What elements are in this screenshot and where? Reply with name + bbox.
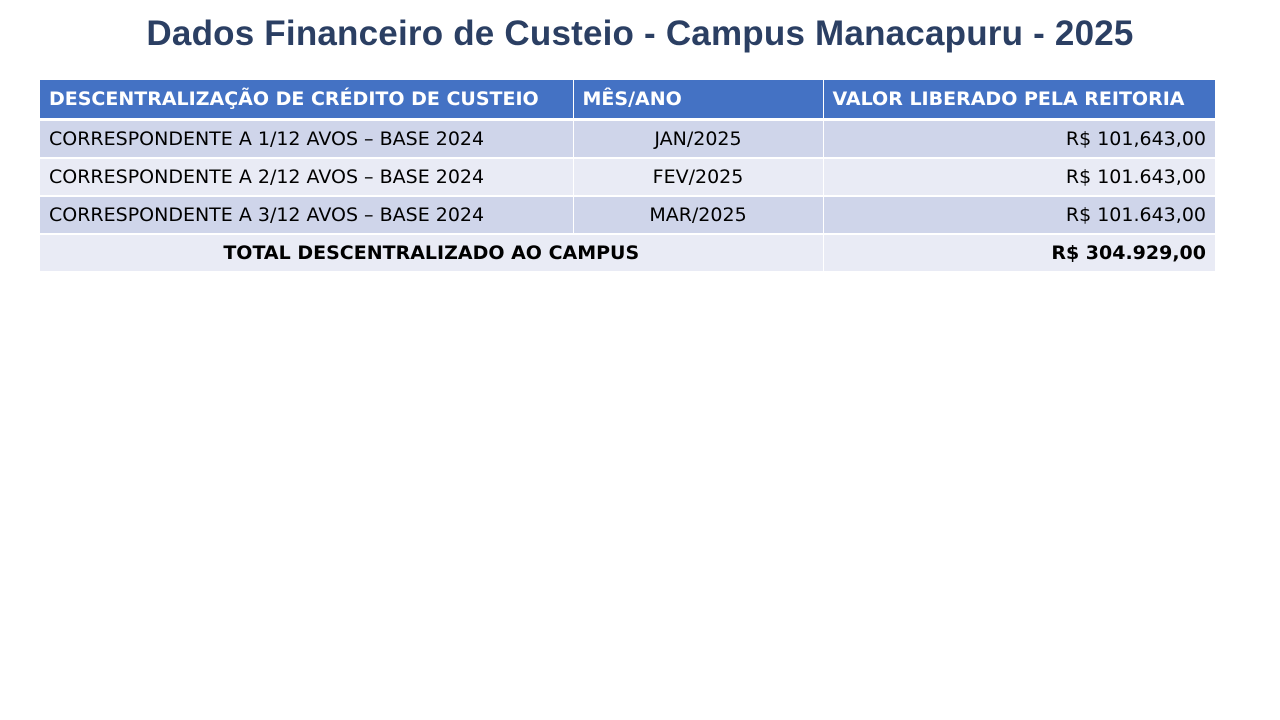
column-header-mes-ano: MÊS/ANO bbox=[573, 80, 823, 120]
cell-mes-ano: JAN/2025 bbox=[573, 120, 823, 159]
page-title: Dados Financeiro de Custeio - Campus Manacapuru - 2025 bbox=[146, 14, 1134, 53]
table-row bbox=[40, 196, 1215, 234]
cell-descricao: CORRESPONDENTE A 1/12 AVOS – BASE 2024 bbox=[40, 120, 573, 159]
column-header-descricao: DESCENTRALIZAÇÃO DE CRÉDITO DE CUSTEIO bbox=[40, 80, 573, 120]
cell-mes-ano: MAR/2025 bbox=[573, 196, 823, 234]
total-value: R$ 304.929,00 bbox=[823, 234, 1215, 272]
cell-descricao: CORRESPONDENTE A 3/12 AVOS – BASE 2024 bbox=[40, 196, 573, 234]
table-row bbox=[40, 120, 1215, 159]
financial-table bbox=[40, 80, 1215, 273]
cell-valor: R$ 101.643,00 bbox=[823, 158, 1215, 196]
table-row bbox=[40, 158, 1215, 196]
total-row bbox=[40, 234, 1215, 272]
column-header-valor: VALOR LIBERADO PELA REITORIA bbox=[823, 80, 1215, 120]
cell-valor: R$ 101,643,00 bbox=[823, 120, 1215, 159]
table-header-row bbox=[40, 80, 1215, 120]
cell-valor: R$ 101.643,00 bbox=[823, 196, 1215, 234]
cell-descricao: CORRESPONDENTE A 2/12 AVOS – BASE 2024 bbox=[40, 158, 573, 196]
total-label: TOTAL DESCENTRALIZADO AO CAMPUS bbox=[40, 234, 823, 272]
cell-mes-ano: FEV/2025 bbox=[573, 158, 823, 196]
